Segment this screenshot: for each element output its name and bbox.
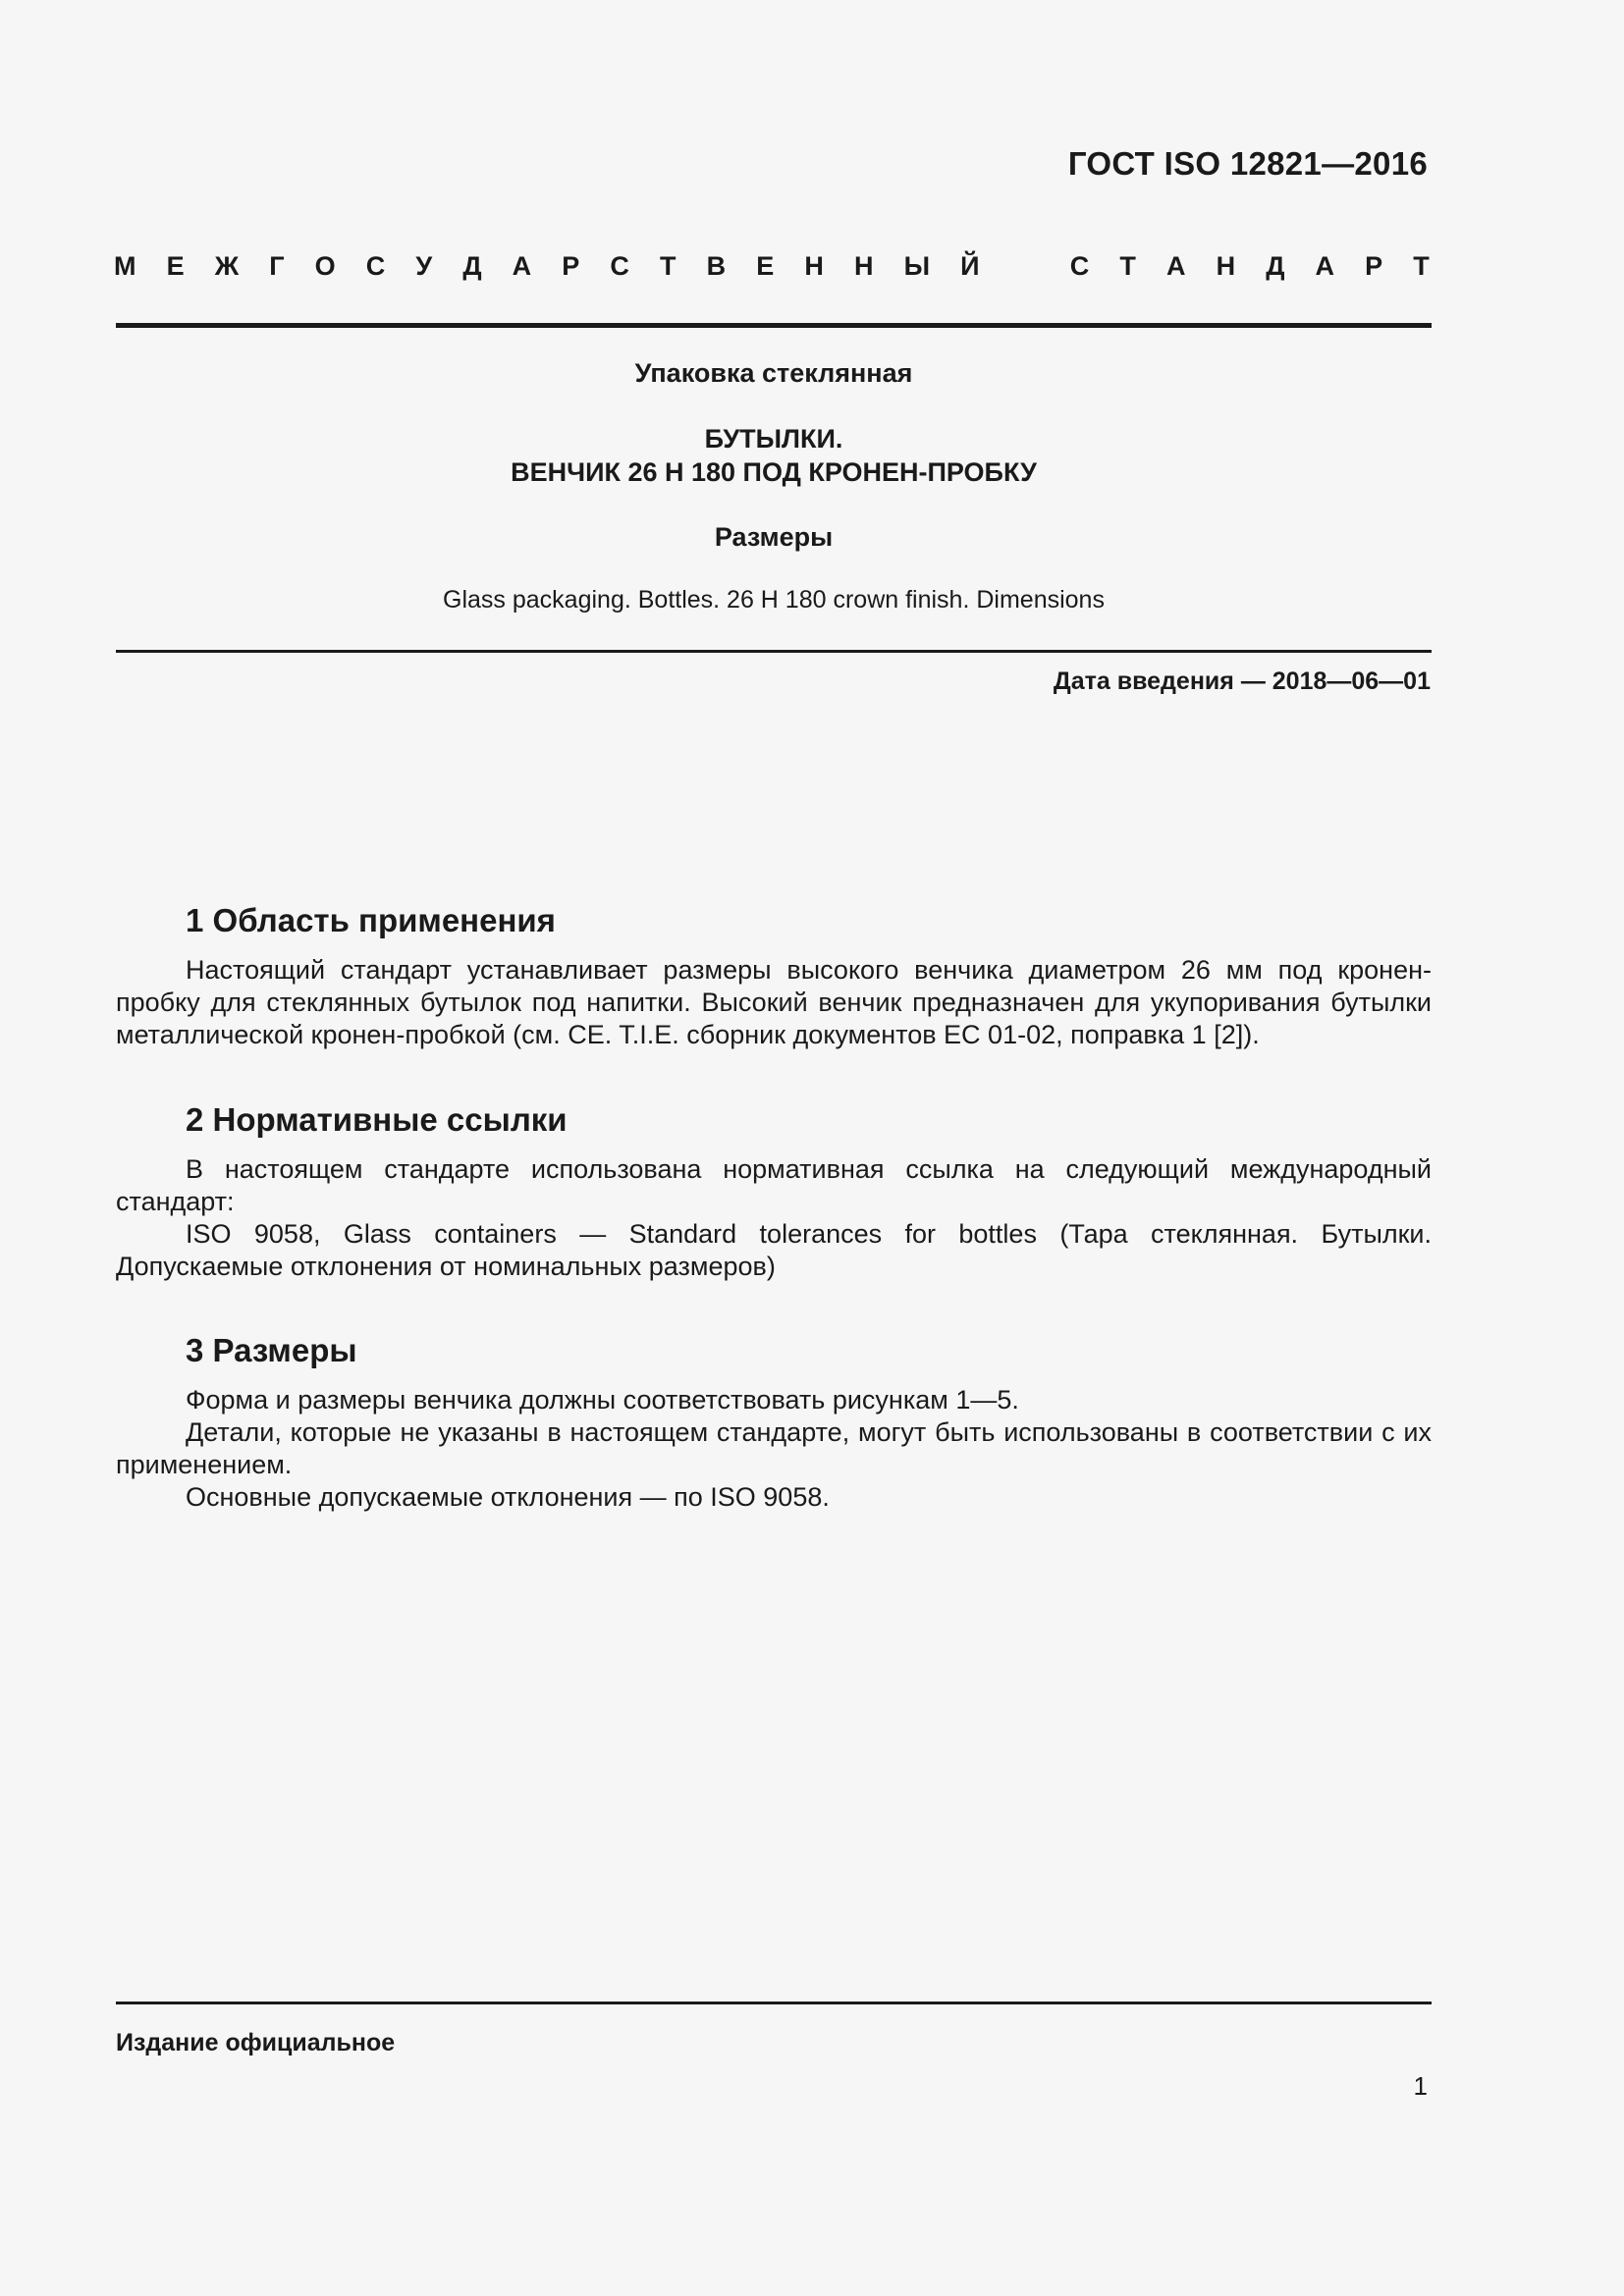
section-normative-references [116, 1100, 1432, 1283]
interstate-letter: Р [1365, 251, 1383, 281]
footer-divider [116, 2002, 1432, 2004]
section-paragraph: Детали, которые не указаны в настоящем стандарте, могут быть использованы в соответствии с их применением. [116, 1417, 1432, 1479]
title-english: Glass packaging. Bottles. 26 H 180 crown finish. Dimensions [443, 586, 1105, 614]
interstate-letter: А [1315, 251, 1335, 281]
interstate-letter: С [610, 251, 629, 281]
document-number: ГОСТ ISO 12821—2016 [1067, 145, 1428, 182]
interstate-letter: Г [269, 251, 285, 281]
title-main-line1: БУТЫЛКИ. [704, 424, 843, 454]
interstate-letter: О [314, 251, 336, 281]
interstate-letter: А [1165, 251, 1186, 281]
interstate-letter: У [415, 251, 433, 281]
title-main-line2: ВЕНЧИК 26 Н 180 ПОД КРОНЕН-ПРОБКУ [511, 457, 1037, 487]
interstate-letter: С [365, 251, 386, 281]
section-paragraph: ISO 9058, Glass containers — Standard tolerances for bottles (Тара стеклянная. Бутылки. Допускаемые отклонения от номинальных размеров) [116, 1219, 1432, 1281]
page-number: 1 [1413, 2071, 1428, 2101]
interstate-letter: Н [804, 251, 824, 281]
title-divider [116, 650, 1432, 653]
section-paragraph: Форма и размеры венчика должны соответствовать рисункам 1—5. [186, 1385, 1019, 1415]
official-edition-label: Издание официальное [116, 2029, 396, 2056]
interstate-letter: С [1069, 251, 1090, 281]
interstate-letter: Ы [903, 251, 931, 281]
section-paragraph: В настоящем стандарте использована нормативная ссылка на следующий международный стандарт: [116, 1154, 1432, 1216]
title-category: Упаковка стеклянная [634, 358, 913, 388]
interstate-letter: Н [1216, 251, 1236, 281]
interstate-letter: Д [462, 251, 482, 281]
interstate-letter: Р [562, 251, 580, 281]
title-subtitle: Размеры [714, 522, 834, 552]
introduction-date: Дата введения — 2018—06—01 [1053, 667, 1431, 695]
interstate-letter: Т [1413, 251, 1430, 281]
top-divider [116, 323, 1432, 328]
section-heading: 2 Нормативные ссылки [186, 1101, 568, 1138]
interstate-letter: М [114, 251, 136, 281]
interstate-letter: Е [756, 251, 775, 281]
interstate-letter: Т [1119, 251, 1136, 281]
word-gap [1010, 251, 1040, 282]
section-heading: 3 Размеры [186, 1332, 357, 1368]
section-heading: 1 Область применения [186, 902, 556, 938]
interstate-letter: Е [166, 251, 185, 281]
interstate-standard-heading [114, 251, 1430, 282]
section-dimensions [116, 1331, 1432, 1514]
section-paragraph: Настоящий стандарт устанавливает размеры высокого венчика диаметром 26 мм под кронен-пробку для стеклянных бутылок под напитки. Высокий венчик предназначен для укупоривания бутылки металлической кронен-пробкой (см. CE. T.I.E. сборник документов ЕС 01-02, поправка 1 [2]). [116, 955, 1432, 1049]
interstate-letter: Й [960, 251, 980, 281]
interstate-letter: Н [853, 251, 874, 281]
section-paragraph: Основные допускаемые отклонения — по ISO 9058. [186, 1482, 830, 1512]
interstate-letter: Д [1266, 251, 1285, 281]
section-scope [116, 901, 1432, 1051]
interstate-letter: В [706, 251, 727, 281]
interstate-letter: Ж [214, 251, 240, 281]
interstate-letter: А [512, 251, 532, 281]
interstate-letter: Т [660, 251, 677, 281]
